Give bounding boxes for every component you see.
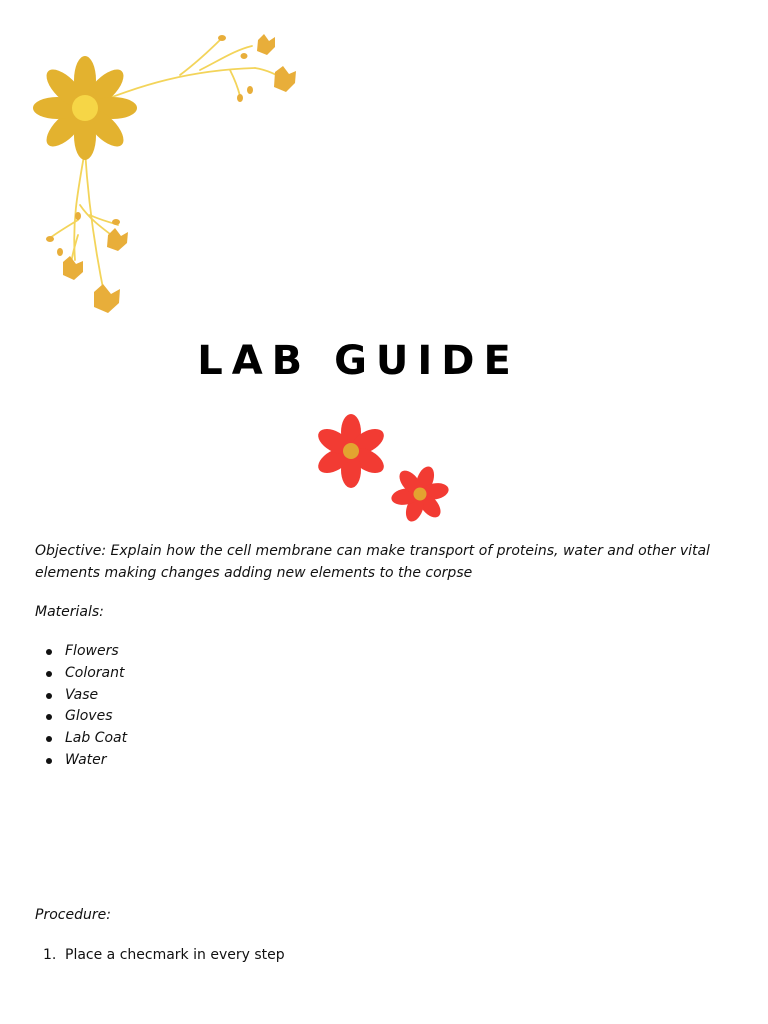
- list-item: Vase: [35, 685, 127, 707]
- list-item: Lab Coat: [35, 728, 127, 750]
- list-item: Flowers: [35, 641, 127, 663]
- red-flowers-illustration: [308, 405, 463, 527]
- materials-label: Materials:: [35, 604, 104, 620]
- procedure-step: [35, 944, 285, 966]
- corner-floral-illustration: [30, 30, 310, 325]
- procedure-steps-list: [35, 944, 285, 966]
- list-item: Colorant: [35, 663, 127, 685]
- step-number: 1.: [43, 947, 57, 963]
- materials-list: [35, 641, 127, 772]
- objective-text: Objective: Explain how the cell membrane can make transport of proteins, water and other vital elements making changes adding new elements to the corpse: [35, 543, 710, 581]
- list-item: Gloves: [35, 706, 127, 728]
- procedure-label: Procedure:: [35, 907, 111, 923]
- page-title-text: LAB GUIDE: [197, 338, 520, 384]
- list-item: Water: [35, 750, 127, 772]
- page-title: [0, 338, 768, 384]
- step-text: Place a checmark in every step: [65, 947, 285, 963]
